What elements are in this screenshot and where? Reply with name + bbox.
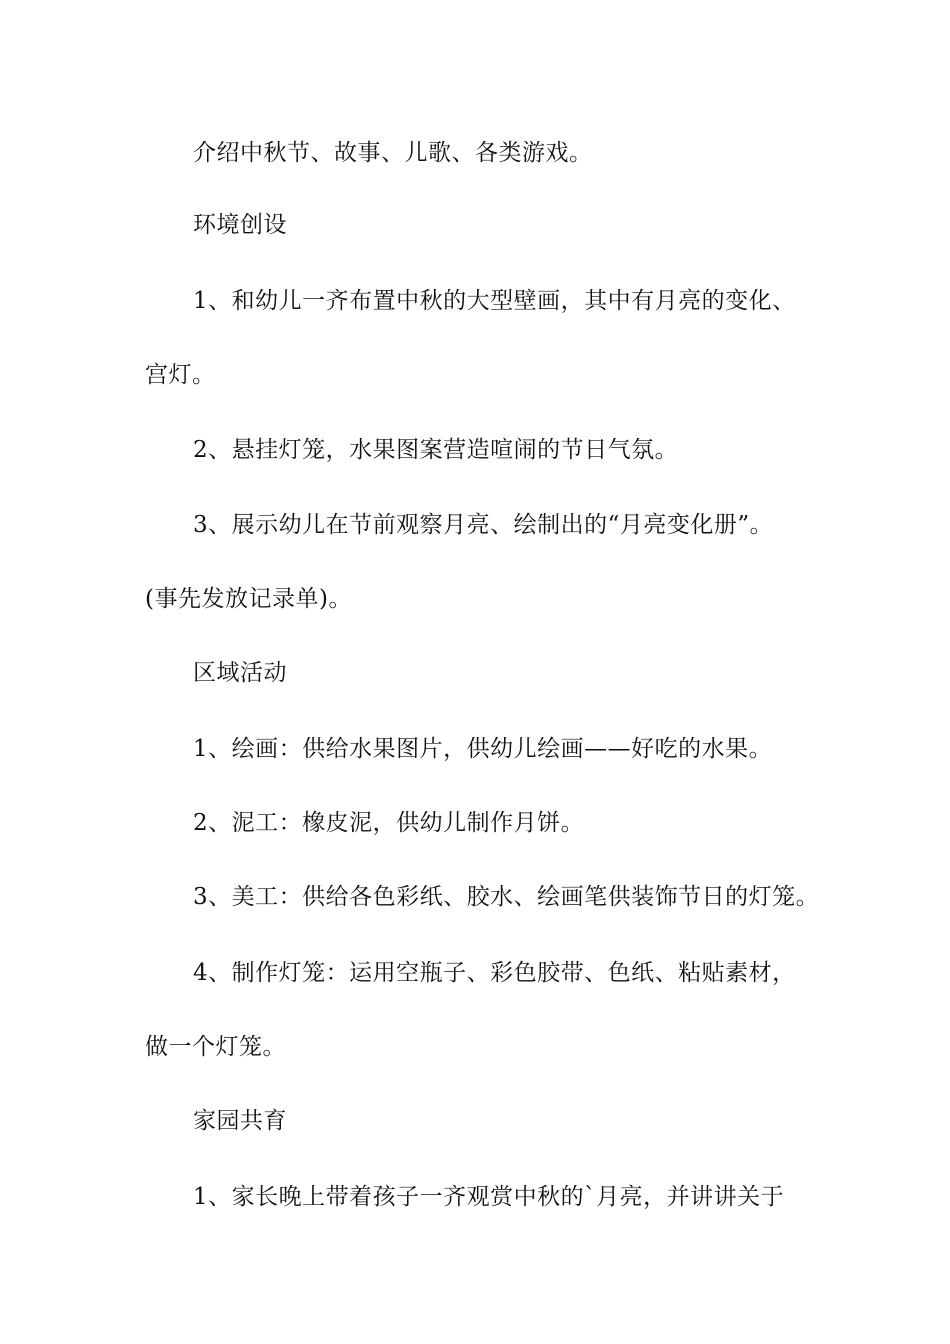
section-heading-area-activities: 区域活动 xyxy=(193,660,287,686)
list-item-area-3: 3、美工：供给各色彩纸、胶水、绘画笔供装饰节日的灯笼。 xyxy=(193,884,820,910)
paragraph-intro: 介绍中秋节、故事、儿歌、各类游戏。 xyxy=(193,140,593,166)
list-item-environment-2: 2、悬挂灯笼，水果图案营造喧闹的节日气氛。 xyxy=(193,437,679,463)
list-item-environment-3-continued: (事先发放记录单)。 xyxy=(145,586,352,612)
section-heading-environment: 环境创设 xyxy=(193,212,287,238)
list-item-home-school-1: 1、家长晚上带着孩子一齐观赏中秋的`月亮，并讲讲关于 xyxy=(193,1184,785,1210)
list-item-area-1: 1、绘画：供给水果图片，供幼儿绘画——好吃的水果。 xyxy=(193,736,773,762)
list-item-environment-3: 3、展示幼儿在节前观察月亮、绘制出的“月亮变化册”。 xyxy=(193,512,774,538)
list-item-environment-1: 1、和幼儿一齐布置中秋的大型壁画，其中有月亮的变化、 xyxy=(193,288,796,314)
list-item-area-2: 2、泥工：橡皮泥，供幼儿制作月饼。 xyxy=(193,810,585,836)
list-item-area-4-continued: 做一个灯笼。 xyxy=(145,1034,286,1060)
section-heading-home-school: 家园共育 xyxy=(193,1108,287,1134)
list-item-environment-1-continued: 宫灯。 xyxy=(145,362,216,388)
list-item-area-4: 4、制作灯笼：运用空瓶子、彩色胶带、色纸、粘贴素材， xyxy=(193,960,796,986)
